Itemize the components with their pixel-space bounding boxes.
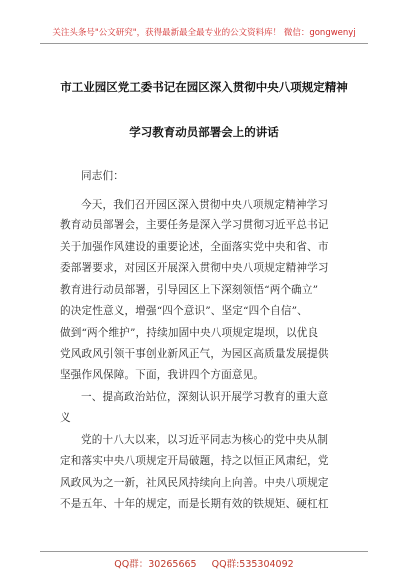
body-line: 关于加强作风建设的重要论述，全面落实党中央和省、市 — [60, 241, 329, 253]
qq-group-2: QQ群:535304092 — [211, 559, 294, 570]
section-heading-1-continued: 义 — [60, 412, 71, 424]
footer-contacts — [0, 556, 408, 570]
body-line: 今天，我们召开园区深入贯彻中央八项规定精神学习 — [81, 199, 329, 211]
qq-group-1: QQ群：30265665 — [114, 559, 197, 570]
body-line: 党的十八大以来，以习近平同志为核心的党中央从制 — [81, 434, 329, 446]
body-line: 定和落实中央八项规定开局破题，持之以恒正风肃纪，党 — [60, 455, 329, 467]
section-heading-1: 一、提高政治站位，深刻认识开展学习教育的重大意 — [81, 391, 329, 403]
body-line: 的决定性意义，增强“四个意识”、坚定“四个自信”、 — [60, 305, 308, 317]
header-divider — [40, 43, 368, 44]
body-line: 不是五年、十年的规定，而是长期有效的铁规矩、硬杠杠 — [60, 498, 329, 510]
body-line-salutation: 同志们： — [81, 170, 124, 182]
footer-divider — [40, 551, 368, 552]
header-notice: 关注头条号"公文研究"，获得最新最全最专业的公文资料库！ 微信：gongwenyj — [52, 28, 356, 38]
body-line: 教育动员部署会，主要任务是深入学习贯彻习近平总书记 — [60, 219, 329, 231]
body-line: 做到“两个维护”，持续加固中央八项规定堤坝，以优良 — [60, 327, 319, 339]
body-line: 坚强作风保障。下面，我讲四个方面意见。 — [60, 369, 265, 381]
body-line: 党风政风引领干事创业新风正气，为园区高质量发展提供 — [60, 348, 329, 360]
body-line: 教育进行动员部署，引导园区上下深刻领悟“两个确立” — [60, 284, 319, 296]
document-title-line-1: 市工业园区党工委书记在园区深入贯彻中央八项规定精神 — [60, 80, 348, 94]
document-title-line-2: 学习教育动员部署会上的讲话 — [129, 125, 279, 139]
body-line: 风政风为之一新，社风民风持续向上向善。中央八项规定 — [60, 477, 329, 489]
body-line: 委部署要求，对园区开展深入贯彻中央八项规定精神学习 — [60, 262, 329, 274]
